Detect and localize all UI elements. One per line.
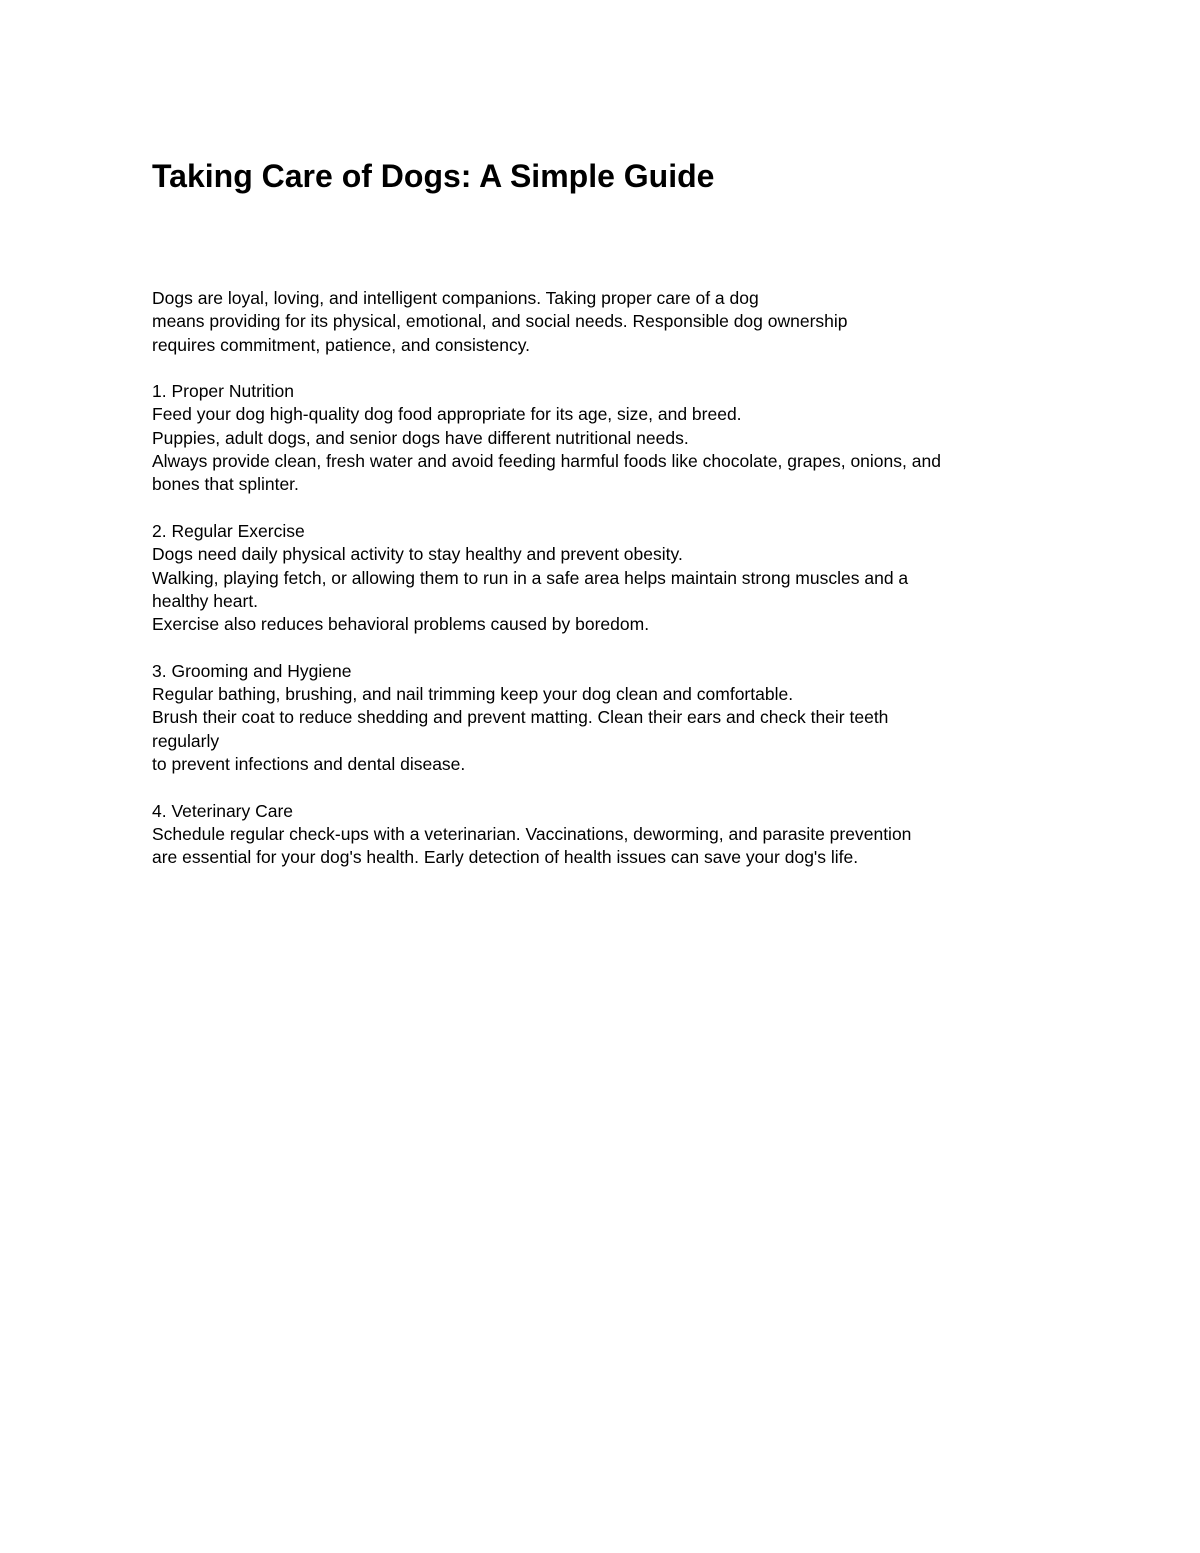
intro-line: Dogs are loyal, loving, and intelligent companions. Taking proper care of a dog — [152, 288, 759, 308]
section-line: Puppies, adult dogs, and senior dogs have different nutritional needs. — [152, 427, 689, 448]
section-heading: 2. Regular Exercise — [152, 520, 305, 541]
section-line: Regular bathing, brushing, and nail trimming keep your dog clean and comfortable. — [152, 684, 794, 705]
section-grooming — [152, 660, 1072, 776]
section-line: to prevent infections and dental disease. — [152, 753, 466, 774]
intro-line: requires commitment, patience, and consistency. — [152, 334, 531, 355]
paragraph-spacer — [152, 636, 1072, 659]
section-nutrition — [152, 380, 1072, 496]
section-line: regularly — [152, 730, 220, 751]
document-title: Taking Care of Dogs: A Simple Guide — [152, 158, 715, 194]
section-line: Walking, playing fetch, or allowing them to run in a safe area helps maintain strong muscles and a — [152, 567, 909, 588]
paragraph-spacer — [152, 357, 1072, 380]
paragraph-spacer — [152, 776, 1072, 799]
section-line: Feed your dog high-quality dog food appropriate for its age, size, and breed. — [152, 404, 742, 425]
section-veterinary — [152, 800, 1072, 870]
document-body — [152, 287, 1072, 869]
section-line: Always provide clean, fresh water and avoid feeding harmful foods like chocolate, grapes, onions, and — [152, 451, 941, 472]
section-heading: 4. Veterinary Care — [152, 800, 294, 821]
section-exercise — [152, 520, 1072, 636]
section-line: are essential for your dog's health. Early detection of health issues can save your dog's life. — [152, 847, 859, 868]
paragraph-spacer — [152, 497, 1072, 520]
section-line: Brush their coat to reduce shedding and prevent matting. Clean their ears and check their teeth — [152, 707, 889, 728]
intro-line: means providing for its physical, emotional, and social needs. Responsible dog ownership — [152, 311, 848, 332]
section-line: Exercise also reduces behavioral problems caused by boredom. — [152, 614, 650, 635]
intro-paragraph — [152, 287, 1072, 357]
section-line: bones that splinter. — [152, 474, 299, 495]
section-line: Dogs need daily physical activity to stay healthy and prevent obesity. — [152, 544, 683, 565]
section-line: Schedule regular check-ups with a veterinarian. Vaccinations, deworming, and parasite prevention — [152, 823, 912, 844]
section-heading: 1. Proper Nutrition — [152, 381, 295, 402]
section-heading: 3. Grooming and Hygiene — [152, 660, 352, 681]
section-line: healthy heart. — [152, 590, 259, 611]
